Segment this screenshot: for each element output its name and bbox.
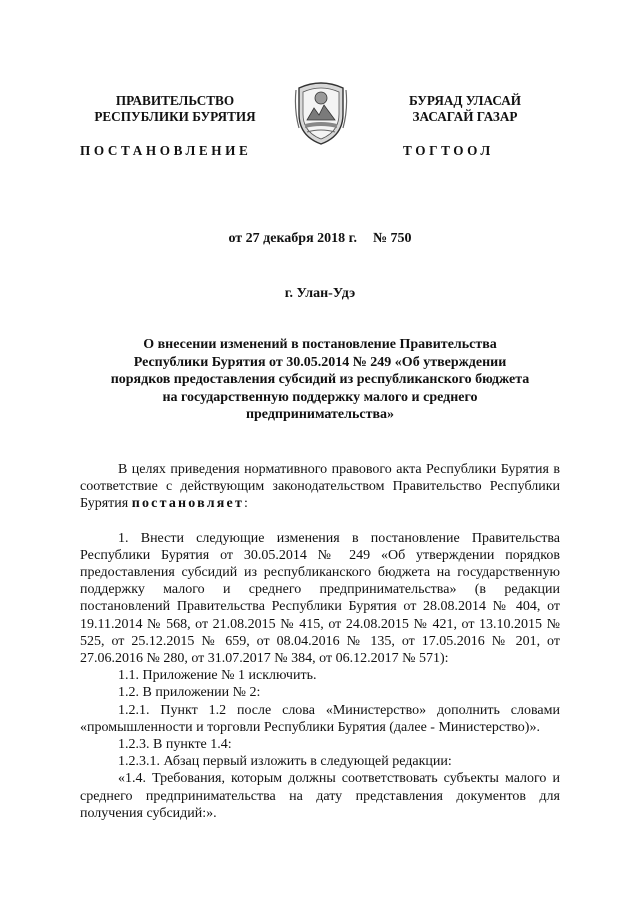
issuer-russian [80, 93, 270, 125]
title-line: порядков предоставления субсидий из республиканского бюджета [110, 372, 530, 387]
clause-paragraph: 1.2.3.1. Абзац первый изложить в следующей редакции: [118, 754, 452, 770]
title-line: О внесении изменений в постановление Правительства [143, 337, 497, 352]
preamble-text: В целях приведения нормативного правового акта Республики Бурятия в соответствие с действующим законодательством Правительство Республики Бурятия [80, 462, 560, 512]
doc-kind-buryat: ТОГТООЛ [403, 143, 494, 158]
issuer-buryat [370, 93, 560, 125]
document-title [80, 336, 560, 424]
document-number: № 750 [372, 231, 412, 246]
issuer-buryat-line1: БУРЯАД УЛАСАЙ [408, 93, 522, 108]
coat-of-arms-emblem [293, 80, 349, 146]
document-date-number [0, 231, 640, 247]
title-line: на государственную поддержку малого и среднего [162, 389, 478, 405]
clause-paragraph: «1.4. Требования, которым должны соответствовать субъекты малого и среднего предпринимательства на дату представления документов для получения субсидий:». [80, 771, 560, 821]
decree-suffix: : [244, 496, 248, 512]
issuer-russian-line1: ПРАВИТЕЛЬСТВО [115, 93, 235, 108]
clause-paragraph: 1. Внести следующие изменения в постановление Правительства Республики Бурятия от 30.05.2014 № 249 «Об утверждении порядков предоставления субсидий из республиканского бюджета на государственную поддержку малого и среднего предпринимательства» (в редакции постановлений Правительства Республики Бурятия от 28.08.2014 № 404, от 19.11.2014 № 568, от 21.08.2015 № 415, от 24.08.2015 № 421, от 13.10.2015 № 525, от 25.12.2015 № 659, от 08.04.2016 № 135, от 17.05.2016 № 201, от 27.06.2016 № 280, от 31.07.2017 № 384, от 06.12.2017 № 571): [80, 530, 560, 667]
clause-paragraph: 1.2.3. В пункте 1.4: [118, 737, 232, 753]
doc-kind-russian: ПОСТАНОВЛЕНИЕ [80, 143, 252, 158]
document-body [80, 461, 560, 822]
document-date: от 27 декабря 2018 г. [228, 231, 357, 246]
clause-paragraph: 1.2. В приложении № 2: [118, 685, 261, 701]
decree-word: постановляет [131, 496, 245, 512]
clause-paragraph: 1.1. Приложение № 1 исключить. [118, 668, 317, 684]
document-city: г. Улан-Удэ [284, 286, 356, 301]
title-line: Республики Бурятия от 30.05.2014 № 249 «Об утверждении [133, 354, 507, 370]
issuer-russian-line2: РЕСПУБЛИКИ БУРЯТИЯ [94, 109, 256, 124]
preamble-paragraph [80, 461, 560, 513]
issuer-buryat-line2: ЗАСАГАЙ ГАЗАР [412, 109, 518, 124]
clause-paragraph: 1.2.1. Пункт 1.2 после слова «Министерство» дополнить словами «промышленности и торговли Республики Бурятия (далее - Министерство)». [80, 702, 560, 735]
title-line: предпринимательства» [245, 407, 395, 422]
